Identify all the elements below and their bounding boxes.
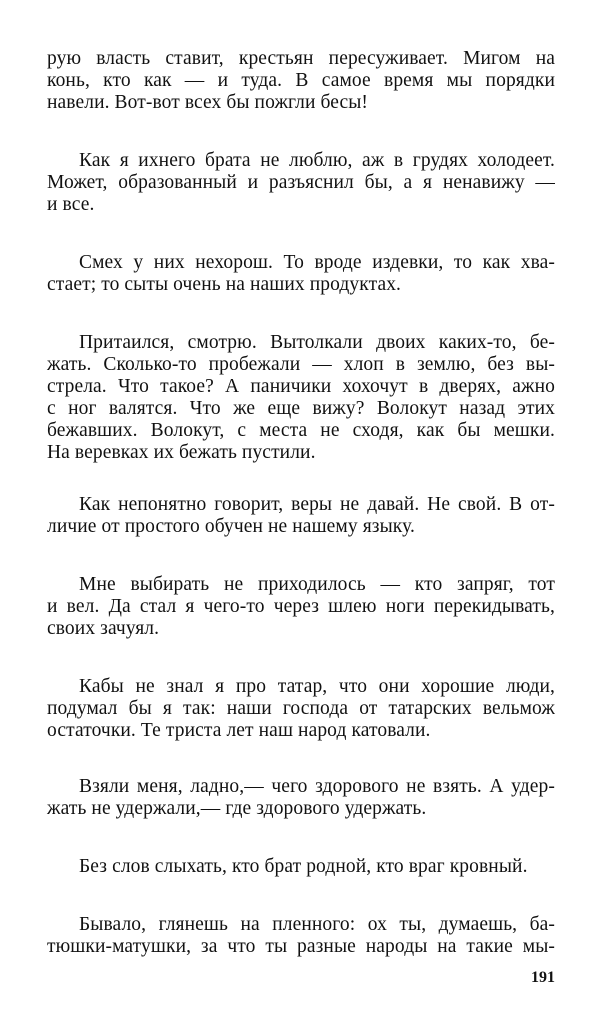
text-line: и вел. Да стал я чего-то через шлею ноги перекидывать, — [47, 596, 555, 617]
text-line: стает; то сыты очень на наших продуктах. — [47, 274, 402, 295]
text-line: бежавших. Волокут, с места не сходя, как бы мешки. — [47, 420, 555, 441]
text-line: подумал бы я так: наши господа от татарских вельмож — [47, 698, 555, 719]
text-line: Бывало, глянешь на пленного: ох ты, думаешь, ба- — [79, 914, 555, 935]
text-line: жать. Сколько-то пробежали — хлоп в землю, без вы- — [47, 354, 555, 375]
text-line: тюшки-матушки, за что ты разные народы на такие мы- — [47, 936, 555, 957]
text-line: с ног валятся. Что же еще вижу? Волокут назад этих — [47, 398, 555, 419]
text-line: Взяли меня, ладно,— чего здорового не взять. А удер- — [79, 776, 555, 797]
text-line: конь, кто как — и туда. В самое время мы порядки — [47, 70, 555, 91]
text-line: своих зачуял. — [47, 618, 160, 639]
text-line: остаточки. Те триста лет наш народ катовали. — [47, 720, 431, 741]
text-line: рую власть ставит, крестьян пересуживает. Мигом на — [47, 48, 555, 69]
text-line: жать не удержали,— где здорового удержать. — [47, 798, 427, 819]
text-line: Как непонятно говорит, веры не давай. Не свой. В от- — [79, 494, 555, 515]
text-line: Может, образованный и разъяснил бы, а я ненавижу — — [47, 172, 555, 193]
text-line: Смех у них нехорош. То вроде издевки, то как хва- — [79, 252, 555, 273]
text-line: Как я ихнего брата не люблю, аж в грудях холодеет. — [79, 150, 555, 171]
text-line: На веревках их бежать пустили. — [47, 442, 316, 463]
text-line: Без слов слыхать, кто брат родной, кто враг кровный. — [79, 856, 528, 877]
text-line: Кабы не знал я про татар, что они хорошие люди, — [79, 676, 555, 697]
text-line: Притаился, смотрю. Вытолкали двоих каких-то, бе- — [79, 332, 555, 353]
page-number: 191 — [531, 969, 555, 986]
text-line: Мне выбирать не приходилось — кто запряг, тот — [79, 574, 555, 595]
text-line: личие от простого обучен не нашему языку. — [47, 516, 415, 537]
text-line: стрела. Что такое? А паничики хохочут в дверях, ажно — [47, 376, 555, 397]
text-line: навели. Вот-вот всех бы пожгли бесы! — [47, 92, 369, 113]
text-line: и все. — [47, 194, 95, 215]
